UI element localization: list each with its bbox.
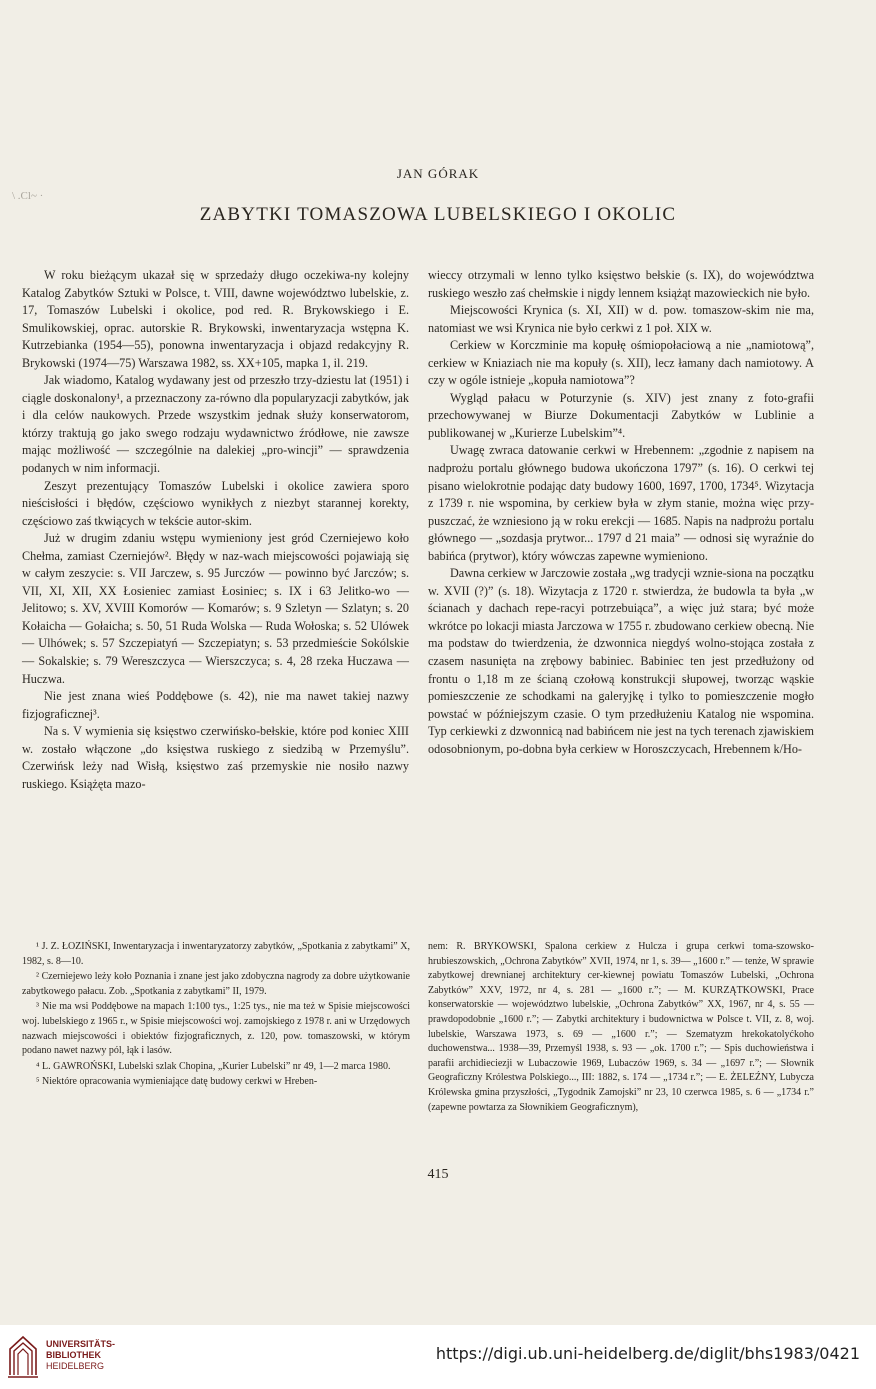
paragraph: Na s. V wymienia się księstwo czerwińsko-bełskie, które pod koniec XIII w. zostało włączone „do księstwa ruskiego z siedzibą w Przemyślu”. Czerwińsk leży nad Wisłą, księstwo zaś przemyskie nie nosiło nazwy ruskiego. Książęta mazo- [22,724,409,791]
paragraph: Miejscowości Krynica (s. XI, XII) w d. pow. tomaszow-skim nie ma, natomiast we wsi Krynica nie było cerkwi z 1 poł. XIX w. [428,303,814,335]
library-logo-icon[interactable] [8,1335,38,1379]
library-name-line: HEIDELBERG [46,1361,105,1371]
article-title: ZABYTKI TOMASZOWA LUBELSKIEGO I OKOLIC [199,204,677,225]
library-name[interactable] [46,1339,115,1372]
article-author: JAN GÓRAK [396,166,480,181]
footnote: ¹ J. Z. ŁOZIŃSKI, Inwentaryzacja i inwentaryzatorzy zabytków, „Spotkania z zabytkami” X, 1982, s. 8—10. [22,941,410,967]
paragraph: Cerkiew w Korczminie ma kopułę ośmiopołaciową a nie „namiotową”, cerkiew w Kniaziach nie ma kopuły (s. XII), lecz łamany dach namiotowy. A czy w ogóle istnieje „kopuła namiotowa”? [428,338,814,388]
footnote: ⁴ L. GAWROŃSKI, Lubelski szlak Chopina, „Kurier Lubelski” nr 49, 1—2 marca 1980. [36,1060,391,1072]
library-name-line: UNIVERSITÄTS- [46,1339,116,1349]
footnote: nem: R. BRYKOWSKI, Spalona cerkiew z Hulcza i grupa cerkwi toma-szowsko-hrubieszowskich, „Ochrona Zabytków” XVII, 1974, nr 1, s. 39— „1600 r.” — tenże, W sprawie zabytkowej drewnianej architektury cer-kiewnej powiatu Tomaszów Lubelski, „Ochrona Zabytków” XXV, 1972, nr 4, s. 281 — „1600 r.”; — M. KURZĄTKOWSKI, Prace konserwatorskie — województwo lubelskie, „Ochrona Zabytków” XX, 1967, nr 4, s. 55 — prawdopodobnie „1600 r.”; — Zabytki architektury i budownictwa w Polsce t. VII, z. 8, woj. lubelskie, Warszawa 1973, s. 69 — „1600 r.”; — Szematyzm hrekokatolyćkoho duchowenstwa... 1938—39, Przemyśl 1938, s. 93 — „ok. 1700 r.”; — Spis duchowieństwa i parafii archidieciezji w Lubaczowie 1969, Lubaczów 1969, s. 34 — „1697 r.”; — Słownik Geograficzny Królestwa Polskiego..., III: 1882, s. 174 — „1734 r.”; — E. ŻELEŹNY, Lubycza Królewska gmina przyszłości, „Tygodnik Zamojski” nr 23, 10 czerwca 1985, s. 6 — „1734 r.” (zapewne powtarza za Słownikiem Geograficznym), [428,941,814,1113]
paragraph: Zeszyt prezentujący Tomaszów Lubelski i okolice zawiera sporo nieścisłości i błędów, częściowo wynikłych z niezbyt starannej korekty, częściowo zaś tkwiących w tekście autor-skim. [22,478,409,528]
library-name-line: BIBLIOTHEK [46,1350,101,1360]
paragraph: Już w drugim zdaniu wstępu wymieniony jest gród Czerniejewo koło Chełma, zamiast Czerniejów². Błędy w naz-wach miejscowości pojawiają się w całym zeszycie: s. VII Jarczew, s. 95 Jurczów — powinno być Jarczów; s. VII, XI, XII, XX Łosieniec zamiast Łosiniec; s. IX i 63 Jelitko-wo — Jelitowo; s. XV, XVIII Komorów — Komarów; s. 9 Szletyn — Szlatyn; s. 20 Kołaicha — Gołaicha; s. 50, 51 Ruda Wolska — Ruda Wołoska; s. 52 Ulówek — Ulhówek; s. 57 Szczepiatyń — Szczepiatyn; s. 53 przedmieście Sokólskie — Sokalskie; s. 79 Wereszczyca — Wierszczyca; s. 4, 28 rzeka Huczawa — Huczwa. [22,531,409,686]
footer-bar [0,1325,876,1389]
paragraph: Wygląd pałacu w Poturzynie (s. XIV) jest znany z foto-grafii przechowywanej w Biurze Dokumentacji Zabytków w Lublinie a publikowanej w „Kurierze Lubelskim”⁴. [428,390,814,440]
footnotes-left [22,940,410,1091]
footnote: ³ Nie ma wsi Poddębowe na mapach 1:100 tys., 1:25 tys., nie ma też w Spisie miejscowości woj. lubelskiego z 1965 r., w Spisie miejscowości woj. zamojskiego z 1978 r. ani w Urzędowych nazwach miejscowości i obiektów fizjograficznych, z. 120, pow. tomaszowski, w którym podano nawet nazwy pól, łąk i lasów. [22,1001,410,1057]
paragraph: Dawna cerkiew w Jarczowie została „wg tradycji wznie-siona na początku w. XVII (?)” (s. 18). Wizytacja z 1720 r. stwierdza, że budowla ta była „w ścianach y dachach repe-racyi potrzebuiąca”, a więc już stara; być może wkrótce po lokacji miasta Jarczowa w 1755 r. zbudowano cerkiew obecną. Nie ma podstaw do twierdzenia, że dzwonnica niegdyś wolno-stojąca została z czasem nasunięta na zrębowy babiniec. Babiniec ten jest przedłużony od frontu o 1,18 m ze ścianą czołową konstrukcji słupowej, tworząc wąskie pomieszczenie ze schodkami na galeryjkę i tylko to pomieszczenie mogło powstać w późniejszym czasie. O tym przedłużeniu Katalog nie wspomina. Typ cerkiewki z dzwonnicą nad babińcem nie jest na tych terenach zjawiskiem odosobnionym, po-dobna była cerkiew w Horoszczycach, Hrebennem k/Ho- [428,566,814,756]
paragraph: Jak wiadomo, Katalog wydawany jest od przeszło trzy-dziestu lat (1951) i ciągle doskonalony¹, a przeznaczony za-równo dla popularyzacji zabytków, jak i dla celów naukowych. Przede wszystkim jednak służy konserwatorom, którzy traktują go jako swego rodzaju wydawnictwo źródłowe, nie zawsze mając możliwość — szczególnie na dalekiej „pro-wincji” — sprawdzenia podanych w nim informacji. [22,373,409,476]
paragraph: W roku bieżącym ukazał się w sprzedaży długo oczekiwa-ny kolejny Katalog Zabytków Sztuki w Polsce, t. VIII, dawne województwo lubelskie, z. 17, Tomaszów Lubelski i okolice, pod red. R. Brykowskiego i E. Smulikowskiej, oprac. autorskie R. Brykowski, inwentaryzacja wstępna K. Kutrzebianka (1954—55), ponowna inwentaryzacja i objazd redakcyjny R. Brykowski (1974—75) Warszawa 1982, ss. XX+105, mapka 1, il. 219. [22,268,409,370]
paragraph: Uwagę zwraca datowanie cerkwi w Hrebennem: „zgodnie z napisem na nadprożu portalu głównego budowa ukończona 1797” (s. 16). O cerkwi tej pisano wielokrotnie podając daty budowy 1600, 1697, 1700, 1734⁵. Wizytacja z 1739 r. nie wspomina, by cerkiew była w złym stanie, można więc przy-puszczać, że wzniesiono ją w roku erekcji — 1685. Napis na nadprożu portalu głównego — „sozdasja prytwor... 1797 d 21 maia” — odnosi się wyraźnie do babińca (prytwor), który wówczas zapewne wymieniono. [428,443,814,563]
margin-mark: \ .Cl~ · [12,190,44,202]
footnote: ⁵ Niektóre opracowania wymieniające datę budowy cerkwi w Hreben- [36,1076,318,1088]
right-column [428,267,814,758]
footnotes-right [428,940,814,1116]
page-number: 415 [427,1167,449,1182]
permalink-url[interactable]: https://digi.ub.uni-heidelberg.de/diglit/bhs1983/0421 [435,1344,860,1363]
left-column [22,267,409,793]
footnote: ² Czerniejewo leży koło Poznania i znane jest jako zdobyczna nagrody za dobre użytkowanie zabytkowego pałacu. Zob. „Spotkania z zabytkami” II, 1979. [22,971,410,997]
paragraph: wieccy otrzymali w lenno tylko księstwo bełskie (s. IX), do województwa ruskiego weszło zaś chełmskie i nigdy lennem książąt mazowieckich nie było. [428,268,814,300]
paragraph: Nie jest znana wieś Poddębowe (s. 42), nie ma nawet takiej nazwy fizjograficznej³. [22,689,409,721]
